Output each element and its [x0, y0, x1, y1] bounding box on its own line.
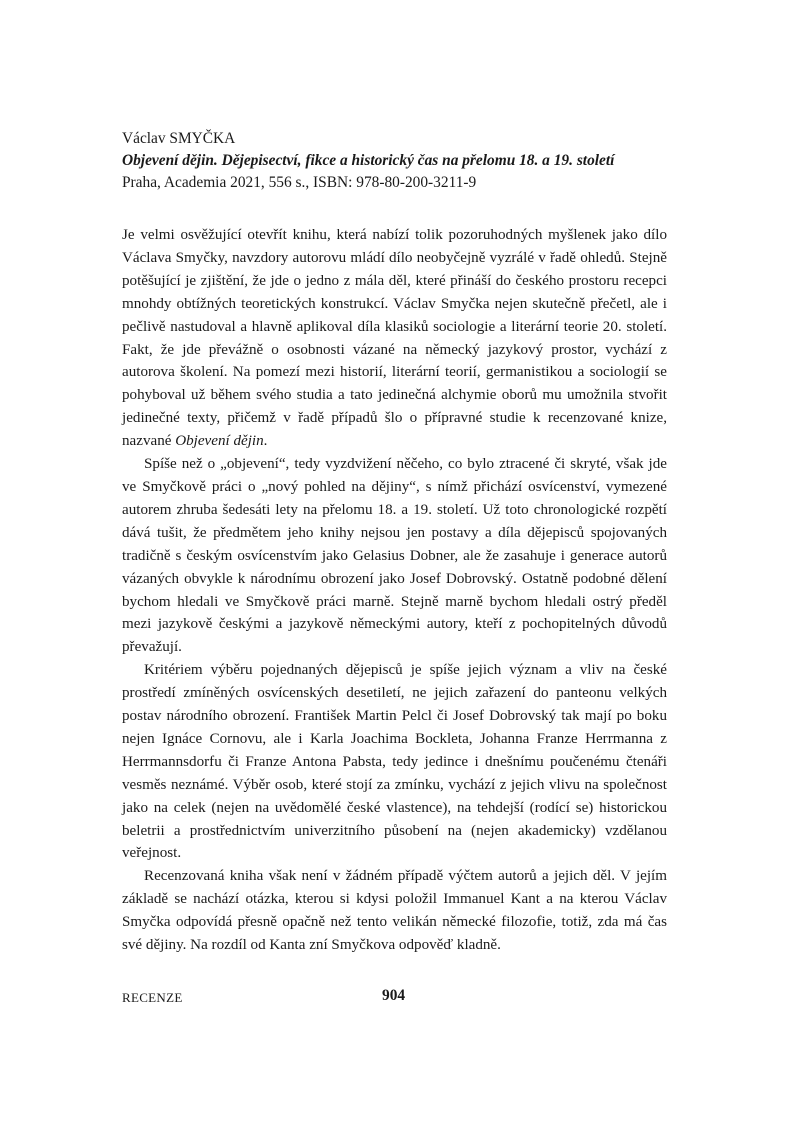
paragraph-1: Je velmi osvěžující otevřít knihu, která nabízí tolik pozoruhodných myšlenek jako dílo Václava Smyčky, navzdory autorovu mládí dílo neobyčejně vyzrálé v řadě ohledů. Stejně potěšující je zjištění, že jde o jedno z mála děl, které přináší do českého prostoru recepci mnohdy obtížných teoretických konstrukcí. Václav Smyčka nejen skutečně přečetl, ale i pečlivě nastudoval a hlavně aplikoval díla klasiků sociologie a literární teorie 20. století. Fakt, že jde převážně o osobnosti vázané na německý jazykový prostor, vychází z autorova školení. Na pomezí mezi historií, literární teorií, germanistikou a sociologií se pohyboval už během svého studia a tato jedinečná alchymie oborů mu umožnila stvořit jedinečné texty, přičemž v řadě případů šlo o přípravné studie k recenzované knize, nazvané Objevení dějin. — [122, 227, 667, 450]
review-body — [122, 224, 667, 957]
page-content — [122, 128, 667, 957]
publication-info: Praha, Academia 2021, 556 s., ISBN: 978-80-200-3211-9 — [122, 174, 477, 191]
author-name: Václav SMYČKA — [122, 130, 236, 147]
section-label: RECENZE — [122, 990, 183, 1005]
paragraph-4: Recenzovaná kniha však není v žádném případě výčtem autorů a jejich děl. V jejím základě se nachází otázka, kterou si kdysi položil Immanuel Kant a na kterou Václav Smyčka odpovídá přesně opačně než tento velikán německé filozofie, totiž, zda má čas své dějiny. Na rozdíl od Kanta zní Smyčkova odpověď kladně. — [122, 868, 667, 954]
book-title: Objevení dějin. Dějepisectví, fikce a historický čas na přelomu 18. a 19. století — [122, 152, 615, 169]
review-header — [122, 128, 667, 194]
book-title-inline: Objevení dějin — [175, 433, 264, 450]
page-number: 904 — [382, 987, 406, 1004]
paragraph-2: Spíše než o „objevení“, tedy vyzdvižení něčeho, co bylo ztracené či skryté, však jde ve Smyčkově práci o „nový pohled na dějiny“, s nímž přichází osvícenství, vymezené autorem zhruba šedesáti lety na přelomu 18. a 19. století. Už toto chronologické rozpětí dává tušit, že předmětem jeho knihy nejsou jen postavy a díla dějepisců spojovaných tradičně s českým osvícenstvím jako Gelasius Dobner, ale že zasahuje i generace autorů vázaných obvykle k národnímu obrození jako Josef Dobrovský. Ostatně podobné dělení bychom hledali ve Smyčkově práci marně. Stejně marně bychom hledali ostrý předěl mezi jazykově českými a jazykově německými autory, kteří z pochopitelných důvodů převažují. — [122, 456, 667, 656]
paragraph-3: Kritériem výběru pojednaných dějepisců je spíše jejich význam a vliv na české prostředí zmíněných osvícenských desetiletí, ne jejich zařazení do panteonu velkých postav národního obrození. František Martin Pelcl či Josef Dobrovský tak mají po boku nejen Ignáce Cornovu, ale i Karla Joachima Bockleta, Johanna Franze Herrmanna z Herrmannsdorfu či Franze Antona Pabsta, tedy jedince i dnešnímu poučenému čtenáři vesměs neznámé. Výběr osob, které stojí za zmínku, vychází z jejich vlivu na společnost jako na celek (nejen na uvědomělé české vlastence), na tehdejší (rodící se) historickou beletrii a prostřednictvím univerzitního působení na (nejen akademicky) vzdělanou veřejnost. — [122, 662, 667, 862]
